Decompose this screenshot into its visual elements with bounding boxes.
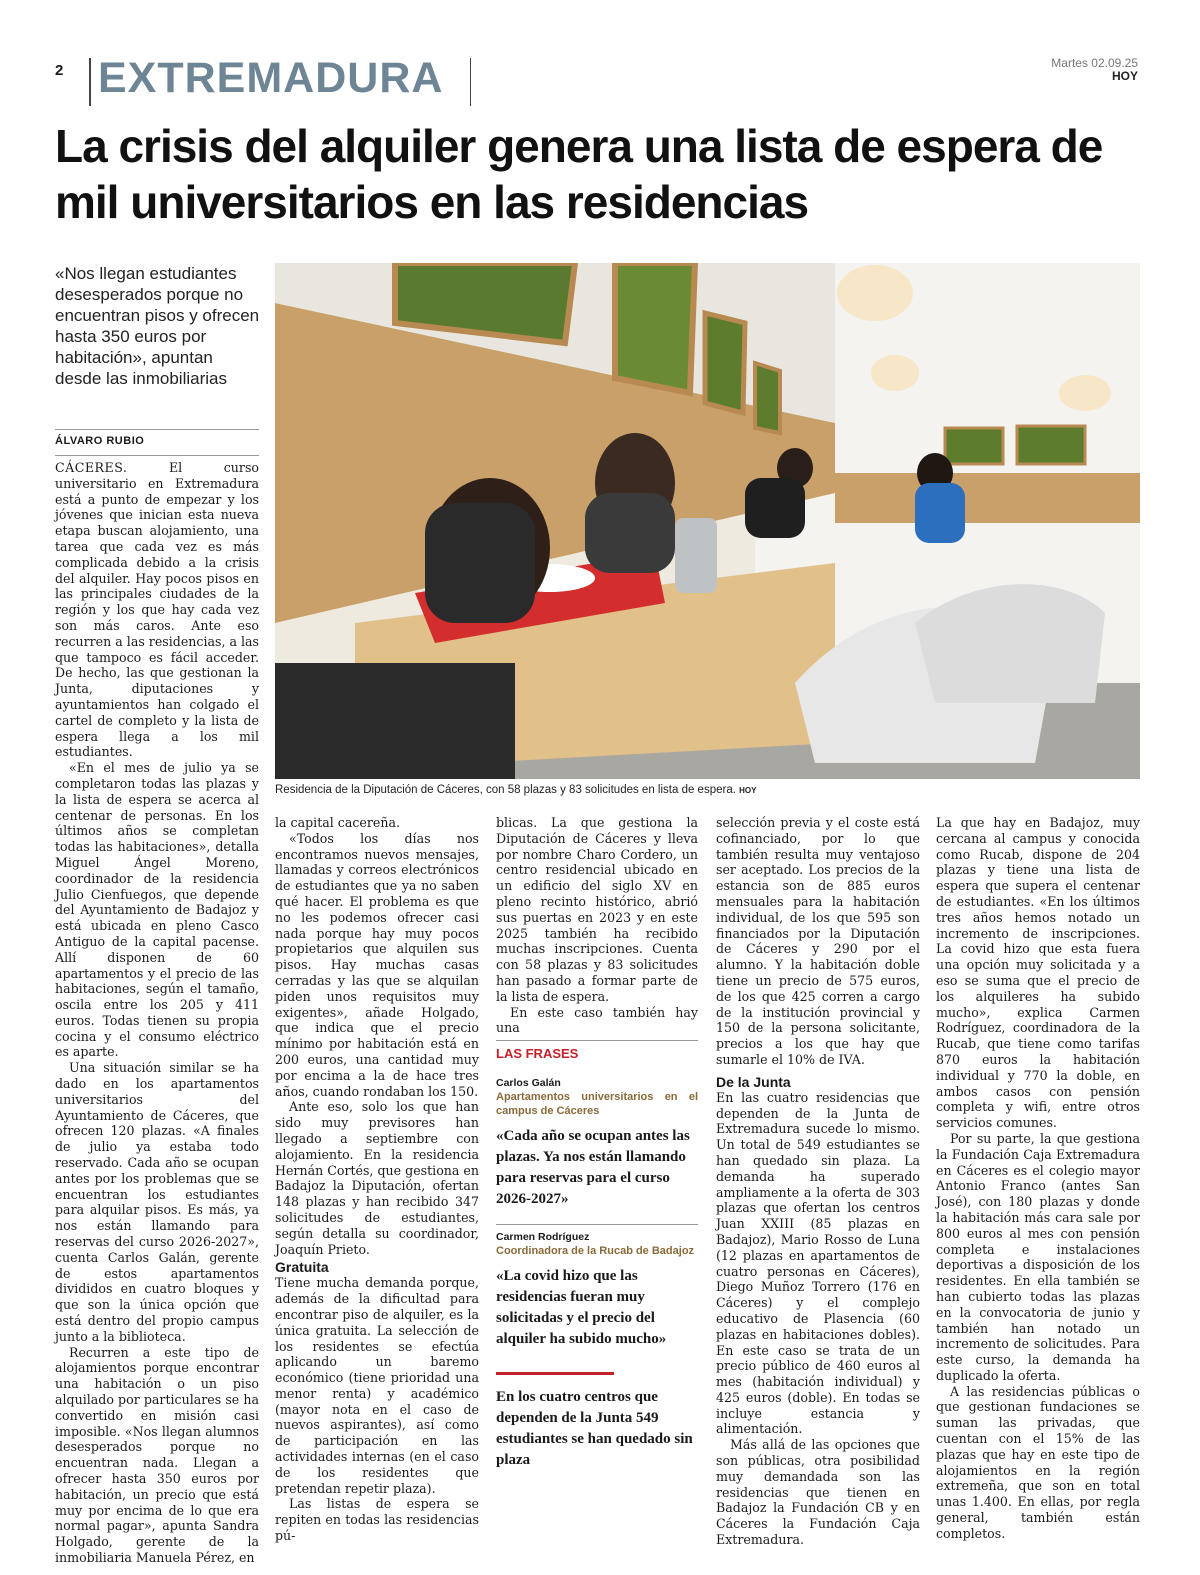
byline-rule-top bbox=[55, 429, 259, 430]
article-photo bbox=[275, 263, 1140, 779]
paragraph: selección previa y el coste está cofinanciado, por lo que también resulta muy ventajoso ser aceptado. Los precios de la estancia son de 885 euros mensuales para la habitación individual, de los que 595 son financiados por la Diputación de Cáceres y 290 por el alumno. Y la habitación doble tiene un precio de 575 euros, de los que 425 corren a cargo de la institución provincial y 150 de la persona solicitante, precios a los que hay que sumarle el 10% de IVA. bbox=[716, 815, 920, 1067]
section-divider-left bbox=[89, 58, 91, 106]
highlight-rule bbox=[496, 1372, 614, 1375]
section-title: EXTREMADURA bbox=[98, 54, 444, 102]
paragraph: Tiene mucha demanda porque, además de la dificultad para encontrar piso de alquiler, es la única gratuita. La selección de los residentes se efectúa aplicando un baremo económico (tiene prioridad una menor renta) y académico (mayor nota en el caso de nuevos aspirantes), así como de participación en las actividades internas (en el caso de los residentes que pretendan repetir plaza). bbox=[275, 1275, 479, 1496]
paragraph: Por su parte, la que gestiona la Fundación Caja Extremadura en Cáceres es el colegio mayor Antonio Franco (antes San José), con 180 plazas y donde la habitación más cara sale por 800 euros al mes con pensión completa e instalaciones deportivas a disposición de los residentes. En ella también se han cubierto todas las plazas en la convocatoria de junio y también han notado un incremento de solicitudes. Para este curso, la demanda ha duplicado la oferta. bbox=[936, 1130, 1140, 1383]
page-number: 2 bbox=[55, 62, 64, 79]
byline-rule-bottom bbox=[55, 455, 259, 456]
paragraph: blicas. La que gestiona la Diputación de Cáceres y lleva por nombre Charo Cordero, un centro residencial ubicado en un edificio del siglo XV en pleno recinto histórico, abrió sus puertas en 2023 y en este 2025 también ha recibido muchas inscripciones. Cuenta con 58 plazas y 83 solicitudes han pasado a formar parte de la lista de espera. bbox=[496, 815, 698, 1004]
subhead: De la Junta bbox=[716, 1073, 791, 1090]
article-column-5 bbox=[936, 815, 1140, 1542]
pull-quote: «La covid hizo que las residencias fueran muy solicitadas y el precio del alquiler ha subido mucho» bbox=[496, 1268, 667, 1348]
quote-author: Carmen Rodríguez bbox=[496, 1231, 590, 1244]
article-column-2 bbox=[275, 815, 479, 1544]
paragraph bbox=[55, 460, 259, 760]
photo-caption bbox=[275, 784, 756, 796]
paragraph: Más allá de las opciones que son públicas, otra posibilidad muy demandada son las residencias que tienen en Badajoz la Fundación CB y en Cáceres la Fundación Caja Extremadura. bbox=[716, 1437, 920, 1548]
frases-label: LAS FRASES bbox=[496, 1046, 579, 1062]
photo-credit: HOY bbox=[739, 786, 757, 795]
article-column-1 bbox=[55, 460, 259, 1566]
issue-date bbox=[1051, 57, 1138, 83]
quote-author-role: Apartamentos universitarios en el campus de Cáceres bbox=[496, 1091, 698, 1118]
paragraph: la capital cacereña. bbox=[275, 815, 400, 830]
paragraph: «Todos los días nos encontramos nuevos mensajes, llamadas y correos electrónicos de estudiantes que ya no saben qué hacer. El problema es que no les podemos ofrecer casi nada porque hay muy pocos propietarios que alquilen sus pisos. Hay muchas casas cerradas y las que se alquilan piden unos requisitos muy exigentes», añade Holgado, que indica que el precio mínimo por habitación está en 200 euros, una cantidad muy por encima a la de hace tres años, cuando rondaban los 150. bbox=[275, 830, 479, 1099]
article-column-4 bbox=[716, 815, 920, 1548]
paragraph: «En el mes de julio ya se completaron todas las plazas y la lista de espera se acerca al centenar de personas. En los últimos años se completan todas las habitaciones», detalla Miguel Ángel Moreno, coordinador de la residencia Julio Cienfuegos, que depende del Ayuntamiento de Badajoz y está ubicada en pleno Casco Antiguo de la capital pacense. Allí disponen de 60 apartamentos y el precio de las habitaciones, según el tamaño, oscila entre los 205 y 411 euros. Todas tienen su propia cocina y el consumo eléctrico es aparte. bbox=[55, 760, 259, 1060]
headline: La crisis del alquiler genera una lista de espera de mil universitarios en las residencias bbox=[55, 120, 1103, 228]
paragraph: En este caso también hay una bbox=[496, 1004, 698, 1036]
quote-author: Carlos Galán bbox=[496, 1077, 561, 1090]
subhead: Gratuita bbox=[275, 1259, 329, 1276]
article-column-3 bbox=[496, 815, 698, 1471]
quote-author-role: Coordinadora de la Rucab de Badajoz bbox=[496, 1245, 695, 1258]
byline: ÁLVARO RUBIO bbox=[55, 435, 145, 447]
paragraph-text: El curso universitario en Extremadura está a punto de empezar y los jóvenes que inician esta nueva etapa buscan alojamiento, una tarea que cada vez es más complicada debido a la crisis del alquiler. Hay pocos pisos en las principales ciudades de la región y los que hay cada vez son más caros. Ante eso recurren a las residencias, a las que tampoco es fácil acceder. De hecho, las que gestionan la Junta, diputaciones y ayuntamientos han colgado el cartel de completo y la lista de espera llega a los mil estudiantes. bbox=[55, 460, 259, 760]
pull-quote: «Cada año se ocupan antes las plazas. Ya nos están llamando para reservas para el curso 2026-2027» bbox=[496, 1128, 690, 1208]
paper-name: HOY bbox=[1111, 69, 1138, 83]
paragraph: Ante eso, solo los que han sido muy previsores han llegado a septiembre con alojamiento. En la residencia Hernán Cortés, que gestiona en Badajoz la Diputación, ofertan 148 plazas y han recibido 347 solicitudes de estudiantes, según detalla su coordinador, Joaquín Prieto. bbox=[275, 1099, 479, 1257]
caption-text: Residencia de la Diputación de Cáceres, con 58 plazas y 83 solicitudes en lista de espera. bbox=[275, 784, 736, 796]
paragraph: Una situación similar se ha dado en los apartamentos universitarios del Ayuntamiento de Cáceres, que ofrecen 120 plazas. «A finales de julio ya estaba todo reservado. Cada año se ocupan antes por los problemas que se encuentran los estudiantes para alquilar pisos. Es más, ya nos están llamando para reservas del curso 2026-2027», cuenta Carlos Galán, gerente de estos apartamentos divididos en cuatro bloques y que son la única opción que está dentro del propio campus junto a la biblioteca. bbox=[55, 1060, 259, 1344]
paragraph: En las cuatro residencias que dependen de la Junta de Extremadura sucede lo mismo. Un total de 549 estudiantes se han quedado sin plaza. La demanda ha superado ampliamente a la oferta de 303 plazas que ofertan los centros Juan XXIII (85 plazas en Badajoz), Mario Rosso de Luna (12 plazas en apartamentos de cuatro personas en Cáceres), Diego Muñoz Torrero (176 en Cáceres) y el complejo educativo de Plasencia (60 plazas en habitaciones dobles). En este caso se trata de un precio público de 460 euros al mes (habitación individual) y 425 euros (doble). En todas se incluye estancia y alimentación. bbox=[716, 1089, 920, 1437]
highlight-text: En los cuatro centros que dependen de la Junta 549 estudiantes se han quedado sin plaza bbox=[496, 1389, 693, 1469]
section-divider-right bbox=[470, 58, 471, 106]
paragraph: Recurren a este tipo de alojamientos porque encontrar una habitación o un piso alquilado por particulares se ha convertido en misión casi imposible. «Nos llegan alumnos desesperados porque no encuentran nada. Llegan a ofrecer hasta 350 euros por habitación, un precio que está muy por encima de lo que era normal pagar», apunta Sandra Holgado, gerente de la inmobiliaria Manuela Pérez, en bbox=[55, 1344, 259, 1565]
paragraph: Las listas de espera se repiten en todas las residencias pú- bbox=[275, 1496, 479, 1544]
paragraph: La que hay en Badajoz, muy cercana al campus y conocida como Rucab, dispone de 204 plazas y tiene una lista de espera que supera el centenar de estudiantes. «En los últimos tres años hemos notado un incremento de inscripciones. La covid hizo que esta fuera una opción muy solicitada y a eso se suma que el precio de los alquileres ha subido mucho», explica Carmen Rodríguez, coordinadora de la Rucab, que tiene como tarifas 870 euros la habitación individual y 770 la doble, en ambos casos con pensión completa y wifi, entre otros servicios comunes. bbox=[936, 815, 1140, 1131]
frases-rule bbox=[496, 1040, 698, 1041]
dateline: CÁCERES. bbox=[55, 460, 128, 475]
deck: «Nos llegan estudiantes desesperados porque no encuentran pisos y ofrecen hasta 350 euros por habitación», apuntan desde las inmobiliarias bbox=[55, 264, 260, 388]
date-text: Martes 02.09.25 bbox=[1051, 56, 1138, 70]
cafeteria-illustration bbox=[275, 263, 1140, 779]
quote-separator bbox=[496, 1224, 698, 1225]
paragraph: A las residencias públicas o que gestionan fundaciones se suman las privadas, que cuentan con el 15% de las plazas que hay en este tipo de alojamientos en la región extremeña, que son en total unas 1.400. En ellas, por regla general, también están completos. bbox=[936, 1383, 1140, 1541]
